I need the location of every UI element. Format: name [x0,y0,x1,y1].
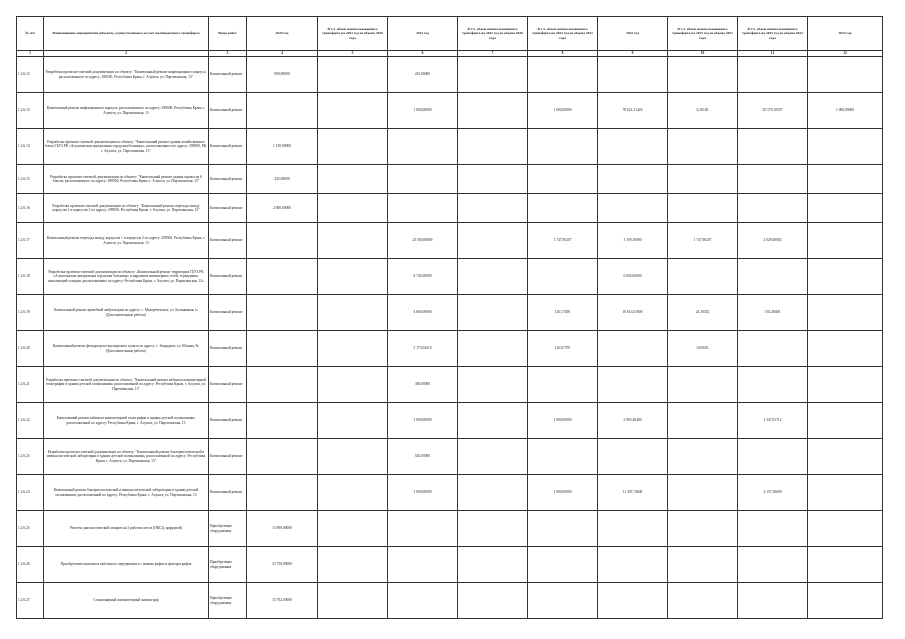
row-value [668,547,738,583]
row-value: 78 621,51426 [598,93,668,129]
table-row [17,511,883,547]
column-number: 9 [598,51,668,57]
row-value [808,331,883,367]
row-value [738,439,808,475]
row-value [318,367,388,403]
row-number: 1.2.6.21 [17,367,44,403]
row-name: Разработка проектно-сметной документации по объекту: "Капитальный ремонт здания гаража на 6 боксов, расположенного по адресу: 298500, Республика Крым, г. Алушта, ул. Партизанская, 13" [44,165,209,194]
row-value: 2 029,60002 [738,223,808,259]
row-name: Разработка проектно-сметной документации по объекту: "Капитальный ремонт перехода между корпусом 1 и корпусом 2 по адресу: 298500, Республика Крым, г. Алушта, ул. Партизанская, 13" [44,194,209,223]
row-value [808,194,883,223]
row-number: 1.2.6.15 [17,165,44,194]
row-work-type: Капитальный ремонт [209,129,247,165]
column-header: В т.ч. объем неиспользованного трансферта на 2022 год из объема 2021 года [528,17,598,51]
row-value [247,331,318,367]
row-value [668,367,738,403]
row-work-type: Приобретение оборудования [209,511,247,547]
row-value [318,93,388,129]
row-value: 1 747,90207 [668,223,738,259]
row-value [318,583,388,619]
row-value [738,129,808,165]
row-value [808,439,883,475]
table-row [17,547,883,583]
row-value: 1 747,90207 [528,223,598,259]
row-value [458,367,528,403]
column-header: 2022 год [598,17,668,51]
row-value [247,403,318,439]
row-value: 0,65653 [668,331,738,367]
table-row [17,259,883,295]
row-value: 2 000,00000 [247,194,318,223]
table-row [17,57,883,93]
row-value: 1 347,81712 [738,403,808,439]
column-number: 6 [388,51,458,57]
row-value [458,403,528,439]
column-number: 5 [318,51,388,57]
column-header: 2023 год [808,17,883,51]
row-work-type: Приобретение оборудования [209,583,247,619]
row-value [528,511,598,547]
row-value: 25 000,00000 [388,223,458,259]
row-work-type: Приобретение оборудования [209,547,247,583]
row-value [247,259,318,295]
row-name: Капитальный ремонт фельдшерско-акушерского пункта по адресу: с. Запрудное, ул. Южная, 8» (Дополнительные работы) [44,331,209,367]
row-value [668,259,738,295]
row-value: 35 579,10507 [738,93,808,129]
row-value [598,367,668,403]
row-value [318,57,388,93]
row-value: 24,10352 [668,295,738,331]
row-value [388,129,458,165]
row-value [808,547,883,583]
row-value [458,93,528,129]
row-number: 1.2.6.23 [17,439,44,475]
row-name: Разработка проектно-сметной документации по объекту: "Капитальный ремонт кабинета компьютерной томографии в здании детской поликлиники, расположенной по адресу: Республика Крым, г. Алушта, ул. Партизанская, 13" [44,367,209,403]
row-work-type: Капитальный ремонт [209,259,247,295]
row-value: 520,00000 [388,439,458,475]
table-row [17,475,883,511]
row-value [598,165,668,194]
row-value [458,547,528,583]
row-value: 300,00000 [388,367,458,403]
row-value [388,165,458,194]
row-value: 120,67370 [528,331,598,367]
column-header: В т.ч. объем неиспользованного трансферта на 2021 год из объема 2020 года [318,17,388,51]
row-value [668,511,738,547]
row-number: 1.2.6.25 [17,511,44,547]
row-name: Капитальный ремонт инфекционного корпуса, расположенного по адресу: 298500, Республика Крым, г. Алушта, ул. Партизанская, 13 [44,93,209,129]
column-number: 11 [738,51,808,57]
row-name: Стационарный компьютерный маммограф [44,583,209,619]
row-value [598,331,668,367]
column-number: 12 [808,51,883,57]
row-value [318,547,388,583]
row-value [458,331,528,367]
row-name: Разработка проектно-сметной документации по объекту: "Капитальный ремонт бактериологической и иммунологической лабораторни в здании детской поликлиники, расположенной по адресу: Республика Крым, г. Алушта, ул. Партизанская, 13" [44,439,209,475]
row-value [247,367,318,403]
row-value: 0,10120 [668,93,738,129]
row-value [738,57,808,93]
row-value: 1 150,00000 [247,129,318,165]
row-value [738,331,808,367]
row-value [738,547,808,583]
column-header: В т.ч. объем неиспользованного трансферта на 2023 год из объема 2021 года [668,17,738,51]
row-value [318,129,388,165]
row-value [808,475,883,511]
row-number: 1.2.6.17 [17,223,44,259]
row-value [598,194,668,223]
row-value [668,57,738,93]
row-value [808,165,883,194]
row-value: 23 750,00000 [247,547,318,583]
row-value [528,583,598,619]
row-number: 1.2.6.19 [17,295,44,331]
row-value: 5 903,40400 [598,403,668,439]
row-value [388,583,458,619]
row-value [668,403,738,439]
row-work-type: Капитальный ремонт [209,367,247,403]
row-value: 1 000,00000 [388,403,458,439]
row-value: 5 173,04210 [388,331,458,367]
row-work-type: Капитальный ремонт [209,93,247,129]
row-value [808,367,883,403]
row-value [458,583,528,619]
row-number: 1.2.6.16 [17,194,44,223]
row-value [668,194,738,223]
row-value [808,511,883,547]
row-value: 6 605,00000 [598,259,668,295]
column-header: В т.ч. объем неиспользованного трансферта на 2023 год из объема 2022 года [738,17,808,51]
row-value [598,439,668,475]
column-header: Виды работ [209,17,247,51]
row-value: 8 745,00000 [388,259,458,295]
row-value [528,259,598,295]
row-value [458,165,528,194]
row-value [318,331,388,367]
row-name: Разработка проектно-сметной документации по объекту: "Капитальный ремонт инфекционного корпуса, расположенного по адресу: 298500, Республика Крым, г. Алушта, ул. Партизанская, 13" [44,57,209,93]
row-value [668,475,738,511]
row-value [458,439,528,475]
row-work-type: Капитальный ремонт [209,475,247,511]
row-value [528,57,598,93]
row-work-type: Капитальный ремонт [209,439,247,475]
table-row [17,367,883,403]
row-value [388,511,458,547]
column-number: 7 [458,51,528,57]
row-value [528,194,598,223]
row-value [247,223,318,259]
column-header: № п/п [17,17,44,51]
table-row [17,439,883,475]
row-value [318,475,388,511]
row-value: 10 614,51600 [598,295,668,331]
column-header: 2021 год [388,17,458,51]
row-value [458,475,528,511]
row-value: 3 159,10000 [598,223,668,259]
table-row [17,194,883,223]
row-value [247,475,318,511]
row-value [738,194,808,223]
table-body [17,57,883,619]
row-value: 1 000,00000 [808,93,883,129]
row-value [738,583,808,619]
row-number: 1.2.6.27 [17,583,44,619]
table-row [17,223,883,259]
row-value [458,511,528,547]
row-value: 1 000,00000 [528,403,598,439]
row-work-type: Капитальный ремонт [209,223,247,259]
row-number: 1.2.6.13 [17,93,44,129]
table-row [17,129,883,165]
column-number: 3 [209,51,247,57]
row-name: Капитальный ремонт кабинета компьютерной томографии в здании детской поликлиники, расположенной по адресу: Республика Крым, г. Алушта, ул. Партизанская, 13 [44,403,209,439]
row-value [458,223,528,259]
row-value [458,129,528,165]
row-value [318,259,388,295]
header-row [17,17,883,51]
row-value [808,223,883,259]
row-value [247,295,318,331]
row-work-type: Капитальный ремонт [209,194,247,223]
row-value [318,165,388,194]
row-value [458,259,528,295]
row-value: 13 900,00000 [247,511,318,547]
row-name: Капитальный ремонт перехода между корпусом 1 и корпусом 2 по адресу: 298500, Республика Крым, г. Алушта, ул. Партизанская, 13 [44,223,209,259]
row-value [738,511,808,547]
column-number: 2 [44,51,209,57]
row-work-type: Капитальный ремонт [209,57,247,93]
row-value [598,583,668,619]
row-value: 192,40400 [738,295,808,331]
row-value [808,403,883,439]
column-header: 2020 год [247,17,318,51]
table-row [17,331,883,367]
table-row [17,93,883,129]
row-number: 1.2.6.20 [17,331,44,367]
row-value [738,367,808,403]
table-row [17,403,883,439]
row-value: 1 000,00000 [528,93,598,129]
row-value [318,223,388,259]
row-value [598,129,668,165]
row-number: 1.2.6.18 [17,259,44,295]
row-value [668,439,738,475]
row-value: 1 000,00000 [388,93,458,129]
column-header: Наименование мероприятия (объекта), осуществляемого за счет межбюджетного трансферта [44,17,209,51]
row-number: 1.2.6.12 [17,57,44,93]
row-work-type: Капитальный ремонт [209,165,247,194]
row-value: 120,17200 [528,295,598,331]
column-number: 10 [668,51,738,57]
row-value [528,367,598,403]
row-name: Рентген диагностический аппарат на 3 рабочих места (ПКСД, цифровой) [44,511,209,547]
row-number: 1.2.6.22 [17,403,44,439]
row-value [668,165,738,194]
row-value: 1 000,00000 [388,475,458,511]
row-value [738,259,808,295]
column-number: 4 [247,51,318,57]
row-value [318,295,388,331]
row-value [318,403,388,439]
row-value: 1 000,00000 [528,475,598,511]
row-number: 1.2.6.26 [17,547,44,583]
row-work-type: Капитальный ремонт [209,331,247,367]
table-row [17,165,883,194]
row-value [318,511,388,547]
row-value [808,57,883,93]
budget-table [16,16,883,619]
row-name: Капитальный ремонт бактериологической и иммунологической лаборатории в здании детской поликлиники, расположенной по адресу: Республика Крым, г. Алушта, ул. Партизанская, 13 [44,475,209,511]
column-number: 8 [528,51,598,57]
row-value [528,547,598,583]
row-value: 4 157,30609 [738,475,808,511]
row-work-type: Капитальный ремонт [209,295,247,331]
row-value [598,511,668,547]
row-work-type: Капитальный ремонт [209,403,247,439]
row-value [738,165,808,194]
row-value: 11 307,74600 [598,475,668,511]
row-name: Приобретение комплекса кабельного передвижного с маммографом и флюорографом [44,547,209,583]
row-value [458,295,528,331]
row-value: 4 600,00000 [388,295,458,331]
row-value: 900,00000 [247,57,318,93]
row-value [247,93,318,129]
column-number: 1 [17,51,44,57]
row-value: 13 702,50000 [247,583,318,619]
row-value: 245,00000 [388,57,458,93]
row-name: Разработка проектно-сметной документации по объекту: «Капитальный ремонт территории ГБУЗ РК «Алуштинская центральная городская больница» и наружных инженерных сетей, ограждения, канализаций станции, расположенных по адресу: Республика Крым, г. Алушта, ул. Партизанская, 13» [44,259,209,295]
row-number: 1.2.6.14 [17,129,44,165]
row-value [247,439,318,475]
column-header: В т.ч. объем неиспользованного трансферта на 2022 год из объема 2020 года [458,17,528,51]
row-value [458,194,528,223]
row-value [388,547,458,583]
row-value [668,129,738,165]
row-value [318,439,388,475]
row-name: Разработка проектно-сметной документации по объекту: "Капитальный ремонт здания хозяйственного блока ГБУЗ РК «Алуштинская центральная городская больница», расположенного по адресу: 298500, РК, г. Алушта, ул. Партизанская, 13" [44,129,209,165]
row-value [388,194,458,223]
row-value [598,57,668,93]
budget-table-sheet [16,16,882,612]
row-value [528,165,598,194]
row-value [598,547,668,583]
row-value [808,259,883,295]
row-name: Капитальный ремонт врачебной амбулатории по адресу: с. Малореченское, ул. Больничная,1» (Дополнительные работы) [44,295,209,331]
row-value [808,295,883,331]
row-value [528,439,598,475]
row-value [318,194,388,223]
row-value [808,129,883,165]
row-number: 1.2.6.24 [17,475,44,511]
row-value [668,583,738,619]
table-row [17,295,883,331]
row-value: 435,00000 [247,165,318,194]
table-row [17,583,883,619]
row-value [808,583,883,619]
row-value [458,57,528,93]
row-value [528,129,598,165]
